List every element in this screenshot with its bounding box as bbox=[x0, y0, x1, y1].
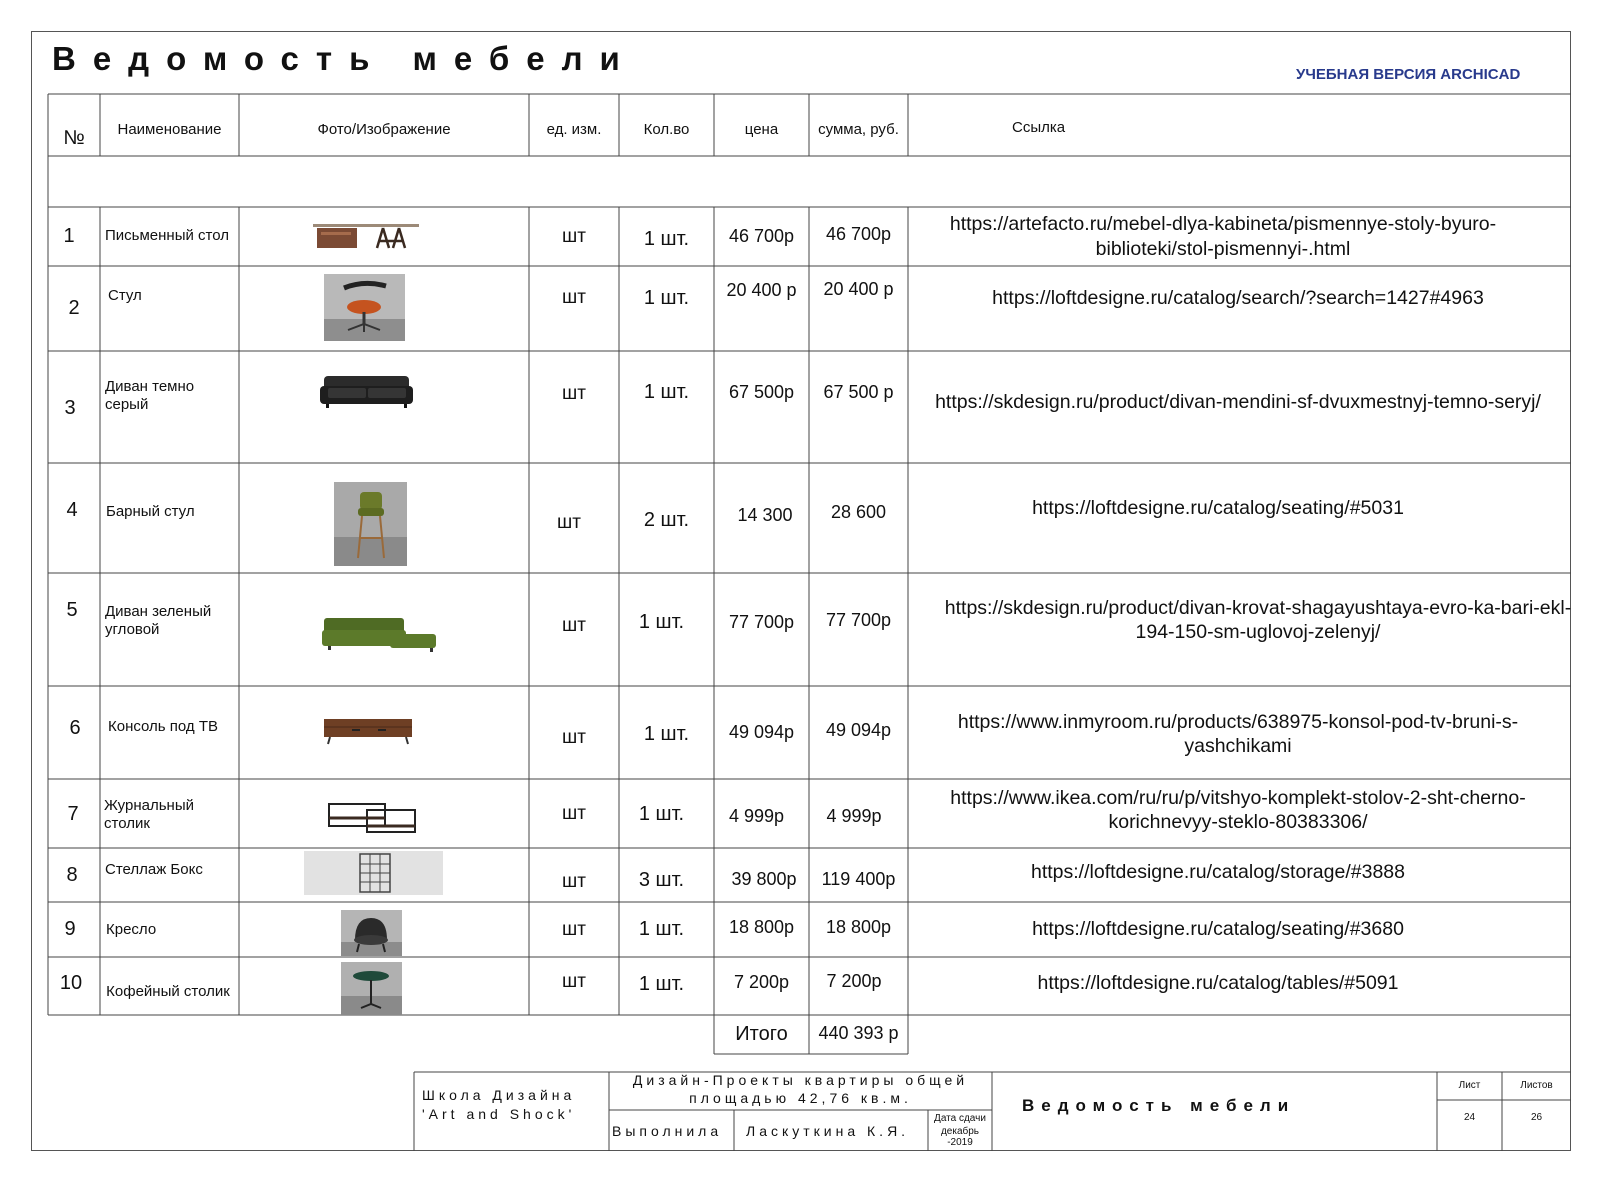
row-number: 4 bbox=[66, 498, 78, 521]
dark-sofa-photo bbox=[318, 370, 415, 412]
row-number: 7 bbox=[67, 802, 79, 825]
row-quantity: 2 шт. bbox=[643, 508, 690, 531]
round-table-photo bbox=[341, 962, 402, 1015]
project-title-line2: площадью 42,76 кв.м. bbox=[689, 1090, 912, 1107]
row-unit: шт bbox=[562, 727, 586, 749]
row-sum: 20 400 р bbox=[823, 278, 894, 299]
chair-photo bbox=[324, 274, 405, 341]
row-name: Журнальный столик bbox=[104, 797, 194, 832]
armchair-photo bbox=[341, 910, 402, 956]
row-link[interactable]: https://loftdesigne.ru/catalog/search/?search=1427#4963 bbox=[992, 286, 1484, 309]
row-unit: шт bbox=[562, 871, 586, 893]
row-name: Письменный стол bbox=[105, 227, 229, 244]
sheet-label: Лист bbox=[1458, 1079, 1481, 1091]
coffee-tables-photo bbox=[327, 800, 419, 838]
green-sofa-photo bbox=[320, 614, 440, 656]
performed-by-label: Выполнила bbox=[612, 1122, 723, 1139]
header-price: цена bbox=[744, 120, 779, 138]
header-quantity: Кол.во bbox=[643, 120, 690, 138]
header-sum: сумма, руб. bbox=[818, 120, 899, 138]
row-sum: 28 600 bbox=[830, 501, 887, 522]
row-price: 77 700р bbox=[728, 611, 795, 632]
header-name: Наименование bbox=[117, 120, 222, 138]
row-name: Диван зеленый угловой bbox=[105, 603, 212, 638]
row-price: 49 094р bbox=[728, 721, 795, 742]
submission-date-label: Дата сдачи bbox=[934, 1112, 986, 1124]
row-unit: шт bbox=[562, 225, 586, 247]
total-label: Итого bbox=[735, 1023, 788, 1045]
row-name: Кресло bbox=[106, 921, 157, 938]
row-sum: 46 700р bbox=[825, 224, 892, 245]
row-quantity: 3 шт. bbox=[638, 868, 685, 891]
header-photo: Фото/Изображение bbox=[317, 120, 451, 138]
row-sum: 67 500 р bbox=[823, 381, 894, 402]
total-value: 440 393 р bbox=[818, 1022, 899, 1043]
row-unit: шт bbox=[562, 383, 586, 405]
row-sum: 18 800р bbox=[825, 917, 892, 938]
shelving-photo bbox=[304, 851, 443, 895]
row-name: Стеллаж Бокс bbox=[105, 861, 203, 878]
row-price: 46 700р bbox=[728, 226, 795, 247]
row-unit: шт bbox=[562, 971, 586, 993]
row-quantity: 1 шт. bbox=[638, 802, 685, 825]
row-number: 5 bbox=[66, 598, 78, 621]
row-quantity: 1 шт. bbox=[638, 972, 685, 995]
row-quantity: 1 шт. bbox=[638, 918, 685, 940]
row-name: Консоль под ТВ bbox=[108, 718, 219, 735]
school-name-line1: Школа Дизайна bbox=[422, 1086, 576, 1103]
row-sum: 49 094р bbox=[825, 719, 892, 740]
row-link[interactable]: https://www.ikea.com/ru/ru/p/vitshyo-komplekt-stolov-2-sht-cherno-korichnevyy-steklo-80383306/ bbox=[950, 786, 1526, 833]
row-quantity: 1 шт. bbox=[643, 228, 690, 250]
row-price: 7 200р bbox=[733, 971, 790, 992]
row-unit: шт bbox=[562, 918, 586, 940]
submission-date-value: декабрь -2019 bbox=[940, 1125, 980, 1148]
row-link[interactable]: https://loftdesigne.ru/catalog/seating/#3680 bbox=[1032, 918, 1404, 941]
row-sum: 77 700р bbox=[825, 609, 892, 630]
bar-stool-photo bbox=[334, 482, 407, 566]
document-title: Ведомость мебели bbox=[52, 40, 637, 77]
row-link[interactable]: https://loftdesigne.ru/catalog/tables/#5091 bbox=[1037, 971, 1399, 994]
sheets-label: Листов bbox=[1520, 1079, 1553, 1091]
row-quantity: 1 шт. bbox=[643, 286, 690, 309]
school-name-line2: 'Art and Shock' bbox=[422, 1105, 576, 1122]
row-name: Стул bbox=[108, 287, 142, 304]
row-unit: шт bbox=[562, 287, 586, 309]
row-link[interactable]: https://artefacto.ru/mebel-dlya-kabineta/pismennye-stoly-byuro-biblioteki/stol-pismennyi-.html bbox=[949, 213, 1497, 260]
row-name: Кофейный столик bbox=[106, 982, 230, 1000]
row-number: 1 bbox=[63, 225, 75, 247]
row-link[interactable]: https://skdesign.ru/product/divan-krovat-shagayushtaya-evro-ka-bari-ekl-194-150-sm-uglovoj-zelenyj/ bbox=[944, 596, 1572, 643]
row-number: 6 bbox=[69, 716, 81, 739]
performer-name: Ласкуткина К.Я. bbox=[746, 1122, 910, 1139]
row-link[interactable]: https://skdesign.ru/product/divan-mendini-sf-dvuxmestnyj-temno-seryj/ bbox=[935, 390, 1541, 413]
row-quantity: 1 шт. bbox=[643, 722, 690, 745]
header-unit: ед. изм. bbox=[546, 120, 602, 138]
row-sum: 4 999р bbox=[826, 805, 882, 826]
sheets-total: 26 bbox=[1530, 1111, 1543, 1123]
row-sum: 119 400р bbox=[821, 868, 896, 889]
header-link: Ссылка bbox=[1012, 119, 1066, 136]
header-number: № bbox=[63, 126, 85, 149]
row-name: Барный стул bbox=[106, 503, 195, 520]
row-price: 67 500р bbox=[728, 381, 795, 402]
row-number: 3 bbox=[64, 396, 76, 419]
row-price: 39 800р bbox=[731, 868, 797, 889]
row-number: 2 bbox=[68, 296, 80, 319]
educational-version-note: УЧЕБНАЯ ВЕРСИЯ ARCHICAD bbox=[1296, 66, 1521, 83]
project-title-line1: Дизайн-Проекты квартиры общей bbox=[632, 1072, 969, 1089]
row-link[interactable]: https://loftdesigne.ru/catalog/storage/#3888 bbox=[1030, 860, 1405, 883]
row-number: 10 bbox=[59, 971, 83, 994]
row-price: 20 400 р bbox=[726, 279, 797, 300]
row-quantity: 1 шт. bbox=[643, 380, 690, 403]
row-unit: шт bbox=[562, 803, 586, 825]
row-link[interactable]: https://loftdesigne.ru/catalog/seating/#5031 bbox=[1032, 496, 1404, 519]
sheet-number: 24 bbox=[1463, 1111, 1476, 1123]
row-price: 14 300 bbox=[737, 504, 793, 525]
row-unit: шт bbox=[562, 615, 586, 637]
row-sum: 7 200р bbox=[826, 970, 882, 991]
row-price: 4 999р bbox=[728, 805, 785, 826]
row-quantity: 1 шт. bbox=[638, 610, 685, 633]
row-number: 9 bbox=[64, 918, 76, 940]
row-price: 18 800р bbox=[728, 917, 795, 938]
row-link[interactable]: https://www.inmyroom.ru/products/638975-konsol-pod-tv-bruni-s-yashchikami bbox=[957, 710, 1519, 757]
tv-console-photo bbox=[322, 717, 414, 745]
desk-photo bbox=[311, 219, 421, 263]
row-number: 8 bbox=[66, 863, 78, 886]
row-unit: шт bbox=[557, 512, 581, 534]
row-name: Диван темно серый bbox=[105, 378, 195, 413]
sheet-title: Ведомость мебели bbox=[1022, 1095, 1296, 1115]
